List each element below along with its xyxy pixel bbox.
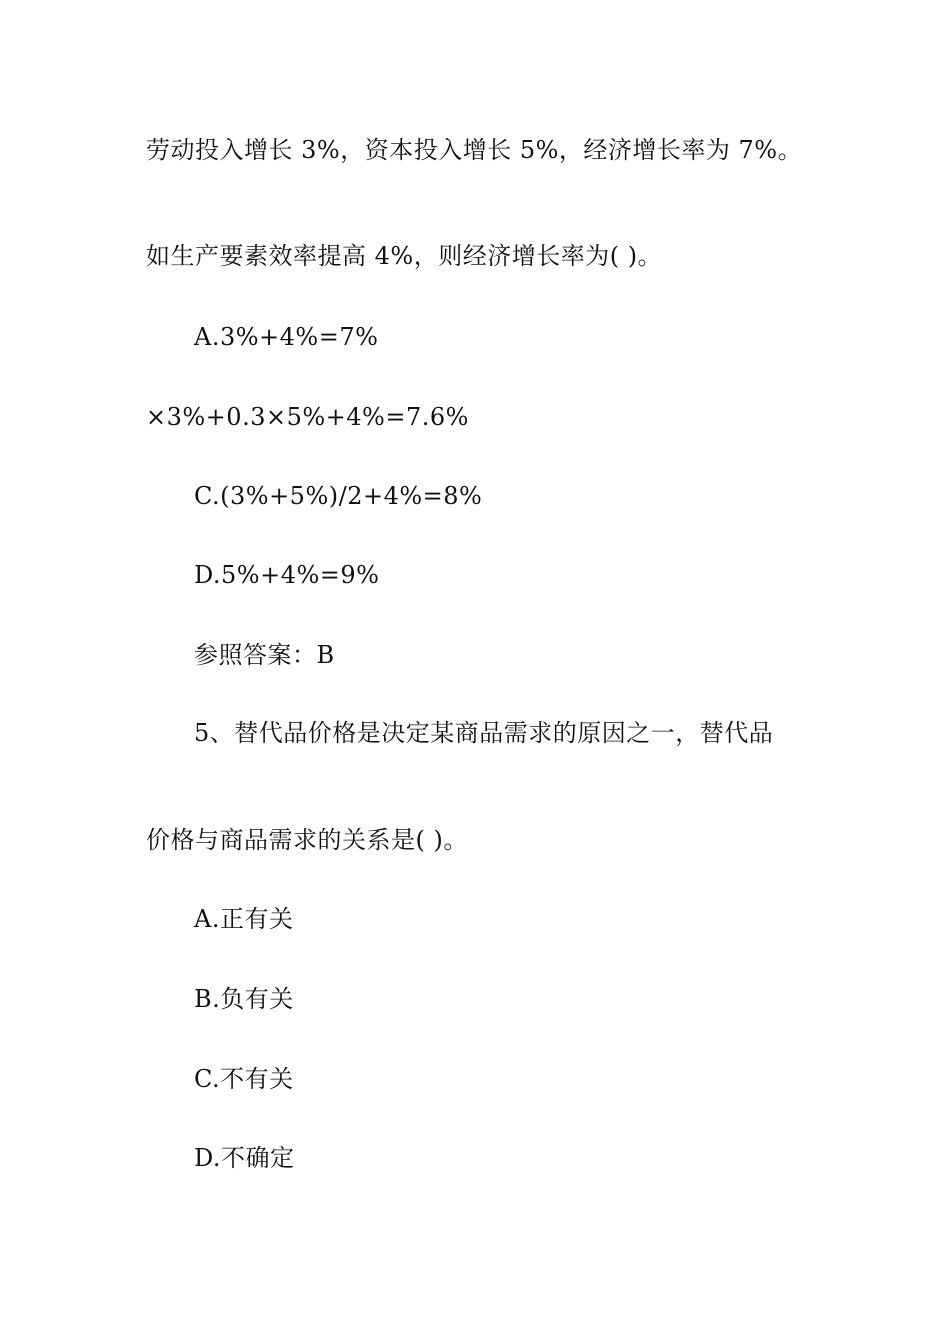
question-4-answer: 参照答案：B bbox=[194, 641, 335, 669]
question-5-option-d: D.不确定 bbox=[194, 1144, 295, 1172]
question-5-option-a: A.正有关 bbox=[194, 905, 294, 933]
question-4-option-a: A.3%+4%=7% bbox=[194, 323, 379, 351]
question-5-option-b: B.负有关 bbox=[194, 985, 294, 1013]
question-4-text-line-2: 如生产要素效率提高 4%，则经济增长率为( )。 bbox=[146, 242, 663, 270]
question-5-text-line-1: 5、替代品价格是决定某商品需求的原因之一，替代品 bbox=[194, 719, 774, 747]
question-4-option-c: C.(3%+5%)/2+4%=8% bbox=[194, 482, 483, 510]
question-4-option-d: D.5%+4%=9% bbox=[194, 561, 380, 589]
question-4-option-b: ×3%+0.3×5%+4%=7.6% bbox=[146, 403, 469, 431]
question-4-text-line-1: 劳动投入增长 3%，资本投入增长 5%，经济增长率为 7%。 bbox=[146, 136, 803, 164]
question-5-option-c: C.不有关 bbox=[194, 1065, 294, 1093]
question-5-text-line-2: 价格与商品需求的关系是( )。 bbox=[146, 826, 468, 854]
